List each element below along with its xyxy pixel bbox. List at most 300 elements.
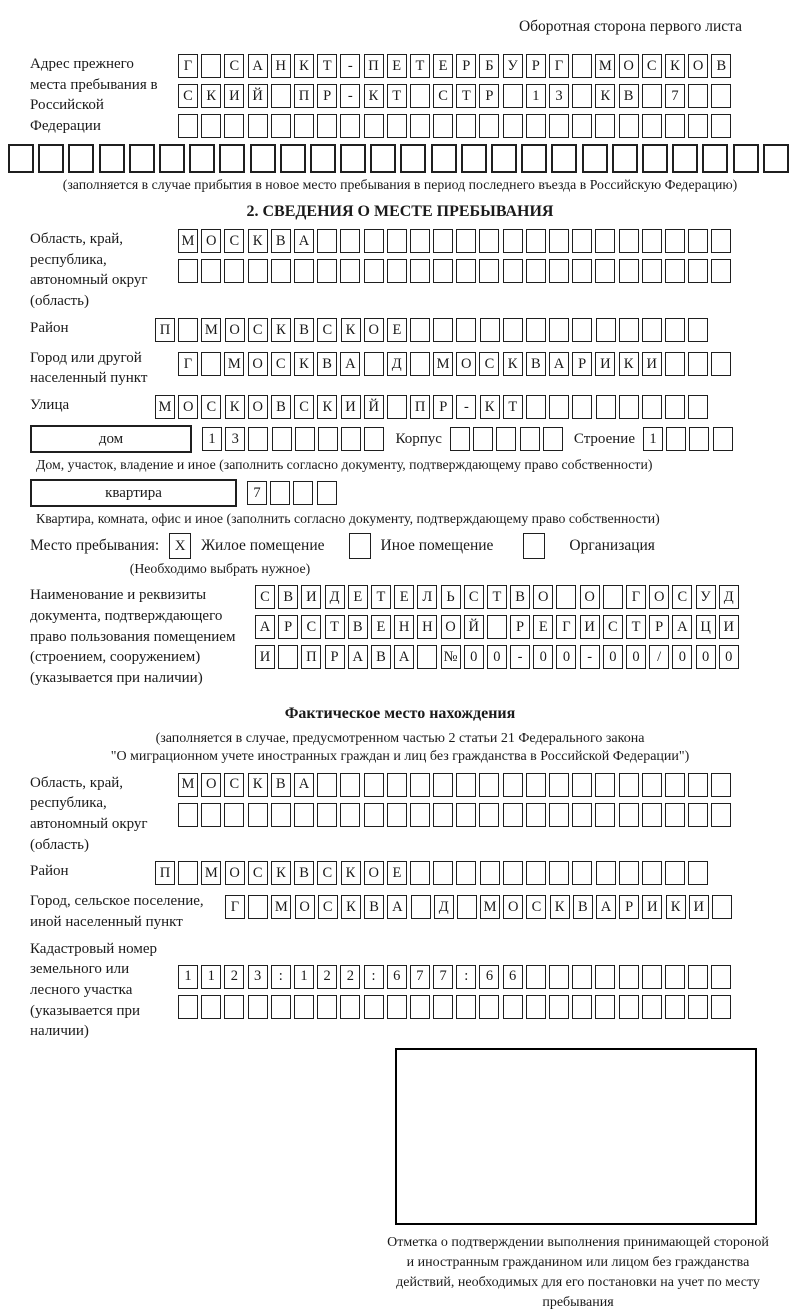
char-box[interactable] [400,144,426,173]
char-box[interactable] [642,773,662,797]
char-box[interactable] [665,861,685,885]
char-box[interactable]: О [201,229,221,253]
char-box[interactable] [689,427,709,451]
char-box[interactable]: И [341,395,361,419]
char-box[interactable]: К [341,318,361,342]
char-box[interactable] [310,144,336,173]
char-box[interactable] [572,861,592,885]
char-box[interactable] [526,861,546,885]
char-box[interactable]: Т [503,395,523,419]
char-box[interactable] [293,481,313,505]
char-box[interactable]: Е [533,615,553,639]
char-box[interactable] [178,114,198,138]
char-box[interactable]: А [549,352,569,376]
char-box[interactable] [456,114,476,138]
char-box[interactable]: В [294,318,314,342]
char-box[interactable]: А [672,615,692,639]
kvartira-type-box[interactable]: квартира [30,479,237,507]
char-box[interactable] [711,803,731,827]
char-box[interactable]: К [248,229,268,253]
char-box[interactable]: Д [325,585,345,609]
char-box[interactable] [688,995,708,1019]
char-box[interactable]: С [317,318,337,342]
char-box[interactable] [642,84,662,108]
char-box[interactable]: В [526,352,546,376]
char-box[interactable]: Р [456,54,476,78]
char-box[interactable]: Е [394,585,414,609]
char-box[interactable]: Ь [441,585,461,609]
char-box[interactable]: Т [371,585,391,609]
char-box[interactable] [487,615,507,639]
char-box[interactable] [456,861,476,885]
char-box[interactable]: Г [556,615,576,639]
char-box[interactable]: 0 [696,645,716,669]
char-box[interactable]: 1 [178,965,198,989]
char-box[interactable] [595,773,615,797]
char-box[interactable]: 0 [533,645,553,669]
char-box[interactable] [317,803,337,827]
char-box[interactable]: К [550,895,570,919]
char-box[interactable]: Г [225,895,245,919]
char-box[interactable] [572,965,592,989]
char-box[interactable] [711,995,731,1019]
char-box[interactable]: К [619,352,639,376]
char-box[interactable]: М [178,773,198,797]
char-box[interactable] [582,144,608,173]
char-box[interactable]: К [665,54,685,78]
char-box[interactable] [340,773,360,797]
char-box[interactable] [410,803,430,827]
char-box[interactable] [596,318,616,342]
char-box[interactable] [479,773,499,797]
char-box[interactable]: Т [456,84,476,108]
char-box[interactable] [387,995,407,1019]
char-box[interactable] [711,229,731,253]
char-box[interactable]: 1 [201,965,221,989]
char-box[interactable]: А [387,895,407,919]
char-box[interactable]: А [294,229,314,253]
char-box[interactable] [456,773,476,797]
char-box[interactable] [340,144,366,173]
char-box[interactable]: 3 [549,84,569,108]
char-box[interactable] [410,995,430,1019]
char-box[interactable]: О [248,395,268,419]
char-box[interactable] [666,427,686,451]
char-box[interactable]: А [394,645,414,669]
char-box[interactable]: Т [487,585,507,609]
char-box[interactable]: С [526,895,546,919]
char-box[interactable] [294,803,314,827]
char-box[interactable]: М [224,352,244,376]
char-box[interactable] [572,229,592,253]
char-box[interactable] [224,995,244,1019]
char-box[interactable] [178,318,198,342]
char-box[interactable]: К [341,895,361,919]
char-box[interactable]: П [364,54,384,78]
char-box[interactable] [496,427,516,451]
char-box[interactable] [473,427,493,451]
char-box[interactable] [711,259,731,283]
char-box[interactable] [503,318,523,342]
char-box[interactable] [665,965,685,989]
char-box[interactable]: И [595,352,615,376]
char-box[interactable] [270,481,290,505]
char-box[interactable]: 7 [410,965,430,989]
char-box[interactable]: Т [626,615,646,639]
char-box[interactable]: П [155,318,175,342]
char-box[interactable] [433,995,453,1019]
char-box[interactable] [479,995,499,1019]
char-box[interactable] [480,318,500,342]
char-box[interactable] [549,114,569,138]
char-box[interactable] [572,318,592,342]
char-box[interactable] [317,481,337,505]
char-box[interactable] [526,995,546,1019]
char-box[interactable]: В [271,395,291,419]
char-box[interactable]: Р [325,645,345,669]
char-box[interactable] [456,229,476,253]
char-box[interactable]: О [248,352,268,376]
char-box[interactable] [665,259,685,283]
char-box[interactable]: 1 [526,84,546,108]
char-box[interactable]: М [595,54,615,78]
char-box[interactable] [294,259,314,283]
char-box[interactable] [596,395,616,419]
other-premises-checkbox[interactable] [349,533,371,559]
char-box[interactable]: Р [479,84,499,108]
char-box[interactable] [387,114,407,138]
char-box[interactable] [99,144,125,173]
char-box[interactable] [665,318,685,342]
char-box[interactable]: В [348,615,368,639]
char-box[interactable]: - [340,54,360,78]
char-box[interactable]: П [301,645,321,669]
char-box[interactable]: С [271,352,291,376]
char-box[interactable] [619,995,639,1019]
char-box[interactable]: Т [410,54,430,78]
char-box[interactable]: О [619,54,639,78]
char-box[interactable] [364,803,384,827]
char-box[interactable] [619,395,639,419]
char-box[interactable] [642,114,662,138]
char-box[interactable]: М [155,395,175,419]
char-box[interactable]: К [271,318,291,342]
char-box[interactable] [317,773,337,797]
char-box[interactable] [526,318,546,342]
char-box[interactable]: И [301,585,321,609]
char-box[interactable] [711,965,731,989]
char-box[interactable]: : [271,965,291,989]
char-box[interactable]: К [666,895,686,919]
char-box[interactable] [159,144,185,173]
char-box[interactable] [317,229,337,253]
char-box[interactable]: К [480,395,500,419]
char-box[interactable]: В [364,895,384,919]
char-box[interactable]: Д [387,352,407,376]
char-box[interactable] [572,54,592,78]
char-box[interactable] [702,144,728,173]
char-box[interactable] [271,114,291,138]
char-box[interactable]: 1 [294,965,314,989]
char-box[interactable]: И [224,84,244,108]
char-box[interactable] [595,803,615,827]
char-box[interactable]: В [619,84,639,108]
char-box[interactable]: М [201,318,221,342]
char-box[interactable] [433,229,453,253]
char-box[interactable]: И [719,615,739,639]
char-box[interactable]: Р [433,395,453,419]
char-box[interactable]: 0 [719,645,739,669]
char-box[interactable]: С [301,615,321,639]
char-box[interactable]: К [503,352,523,376]
char-box[interactable] [364,114,384,138]
char-box[interactable] [387,773,407,797]
char-box[interactable] [370,144,396,173]
char-box[interactable]: С [672,585,692,609]
char-box[interactable]: М [178,229,198,253]
char-box[interactable] [549,259,569,283]
char-box[interactable] [595,259,615,283]
char-box[interactable] [521,144,547,173]
char-box[interactable] [549,318,569,342]
char-box[interactable]: Н [394,615,414,639]
char-box[interactable] [272,427,292,451]
char-box[interactable] [595,965,615,989]
char-box[interactable]: Р [572,352,592,376]
char-box[interactable] [619,114,639,138]
char-box[interactable] [572,84,592,108]
char-box[interactable]: Г [178,54,198,78]
char-box[interactable] [364,773,384,797]
char-box[interactable] [178,861,198,885]
char-box[interactable] [503,259,523,283]
char-box[interactable]: О [533,585,553,609]
organization-checkbox[interactable] [523,533,545,559]
char-box[interactable] [688,861,708,885]
char-box[interactable]: В [711,54,731,78]
char-box[interactable] [572,803,592,827]
char-box[interactable]: Е [348,585,368,609]
char-box[interactable]: 7 [665,84,685,108]
char-box[interactable] [549,995,569,1019]
char-box[interactable] [665,229,685,253]
char-box[interactable] [549,229,569,253]
char-box[interactable]: П [294,84,314,108]
char-box[interactable]: Д [719,585,739,609]
char-box[interactable] [556,585,576,609]
char-box[interactable] [549,395,569,419]
char-box[interactable] [479,803,499,827]
char-box[interactable] [619,803,639,827]
char-box[interactable] [364,352,384,376]
char-box[interactable]: С [255,585,275,609]
char-box[interactable]: Е [433,54,453,78]
char-box[interactable] [189,144,215,173]
char-box[interactable] [411,895,431,919]
char-box[interactable] [410,229,430,253]
char-box[interactable] [340,995,360,1019]
char-box[interactable] [248,803,268,827]
char-box[interactable]: 3 [225,427,245,451]
char-box[interactable] [665,995,685,1019]
char-box[interactable]: С [317,861,337,885]
char-box[interactable]: 0 [672,645,692,669]
char-box[interactable] [688,259,708,283]
char-box[interactable] [479,229,499,253]
char-box[interactable]: О [580,585,600,609]
char-box[interactable]: 3 [248,965,268,989]
char-box[interactable] [387,803,407,827]
char-box[interactable]: В [271,229,291,253]
char-box[interactable]: Д [434,895,454,919]
char-box[interactable] [549,803,569,827]
char-box[interactable]: В [317,352,337,376]
char-box[interactable] [410,861,430,885]
char-box[interactable]: У [503,54,523,78]
char-box[interactable]: А [255,615,275,639]
char-box[interactable] [642,318,662,342]
char-box[interactable]: В [294,861,314,885]
char-box[interactable] [526,395,546,419]
char-box[interactable]: С [201,395,221,419]
char-box[interactable] [387,395,407,419]
char-box[interactable] [688,114,708,138]
char-box[interactable] [201,259,221,283]
char-box[interactable]: О [225,318,245,342]
char-box[interactable] [665,114,685,138]
char-box[interactable] [672,144,698,173]
char-box[interactable]: 0 [603,645,623,669]
char-box[interactable] [642,861,662,885]
char-box[interactable] [572,114,592,138]
char-box[interactable] [595,229,615,253]
char-box[interactable]: Г [549,54,569,78]
char-box[interactable] [248,427,268,451]
char-box[interactable] [619,229,639,253]
char-box[interactable] [612,144,638,173]
char-box[interactable] [711,84,731,108]
char-box[interactable]: 7 [433,965,453,989]
char-box[interactable] [642,395,662,419]
char-box[interactable] [433,318,453,342]
char-box[interactable]: М [433,352,453,376]
char-box[interactable]: В [510,585,530,609]
char-box[interactable]: С [603,615,623,639]
char-box[interactable]: Н [271,54,291,78]
char-box[interactable] [433,773,453,797]
char-box[interactable] [280,144,306,173]
char-box[interactable] [456,259,476,283]
char-box[interactable]: 0 [626,645,646,669]
char-box[interactable] [364,427,384,451]
char-box[interactable] [294,995,314,1019]
char-box[interactable]: И [642,352,662,376]
char-box[interactable]: С [642,54,662,78]
char-box[interactable] [688,773,708,797]
char-box[interactable]: В [371,645,391,669]
char-box[interactable]: Е [387,861,407,885]
char-box[interactable] [642,144,668,173]
char-box[interactable]: 1 [643,427,663,451]
char-box[interactable]: / [649,645,669,669]
char-box[interactable]: О [649,585,669,609]
char-box[interactable]: Г [626,585,646,609]
char-box[interactable] [364,995,384,1019]
char-box[interactable]: О [688,54,708,78]
char-box[interactable] [8,144,34,173]
char-box[interactable]: С [433,84,453,108]
char-box[interactable] [410,84,430,108]
char-box[interactable]: Е [387,54,407,78]
char-box[interactable]: О [503,895,523,919]
char-box[interactable] [619,965,639,989]
char-box[interactable]: 2 [317,965,337,989]
char-box[interactable]: 2 [340,965,360,989]
char-box[interactable] [572,395,592,419]
char-box[interactable]: С [224,54,244,78]
char-box[interactable] [219,144,245,173]
char-box[interactable]: Г [178,352,198,376]
char-box[interactable] [688,965,708,989]
char-box[interactable]: И [642,895,662,919]
char-box[interactable] [503,803,523,827]
char-box[interactable]: - [510,645,530,669]
char-box[interactable] [318,427,338,451]
char-box[interactable]: О [364,318,384,342]
char-box[interactable] [572,259,592,283]
char-box[interactable]: 7 [247,481,267,505]
char-box[interactable]: Б [479,54,499,78]
char-box[interactable] [178,259,198,283]
char-box[interactable]: К [341,861,361,885]
char-box[interactable] [317,259,337,283]
char-box[interactable]: В [271,773,291,797]
char-box[interactable] [642,965,662,989]
char-box[interactable] [224,803,244,827]
char-box[interactable]: С [224,229,244,253]
char-box[interactable] [248,895,268,919]
char-box[interactable] [619,259,639,283]
char-box[interactable] [520,427,540,451]
char-box[interactable]: А [340,352,360,376]
char-box[interactable] [711,352,731,376]
char-box[interactable]: М [271,895,291,919]
char-box[interactable] [201,995,221,1019]
char-box[interactable]: Т [387,84,407,108]
char-box[interactable]: С [464,585,484,609]
char-box[interactable] [201,114,221,138]
char-box[interactable] [278,645,298,669]
char-box[interactable]: 6 [387,965,407,989]
char-box[interactable]: С [178,84,198,108]
char-box[interactable]: К [317,395,337,419]
char-box[interactable] [271,259,291,283]
char-box[interactable] [410,352,430,376]
char-box[interactable] [549,965,569,989]
char-box[interactable] [317,995,337,1019]
char-box[interactable]: 0 [487,645,507,669]
char-box[interactable]: К [225,395,245,419]
char-box[interactable] [340,229,360,253]
char-box[interactable] [503,773,523,797]
char-box[interactable] [572,995,592,1019]
char-box[interactable] [456,995,476,1019]
char-box[interactable] [410,773,430,797]
char-box[interactable]: Н [417,615,437,639]
char-box[interactable]: Е [387,318,407,342]
char-box[interactable] [450,427,470,451]
char-box[interactable] [665,803,685,827]
